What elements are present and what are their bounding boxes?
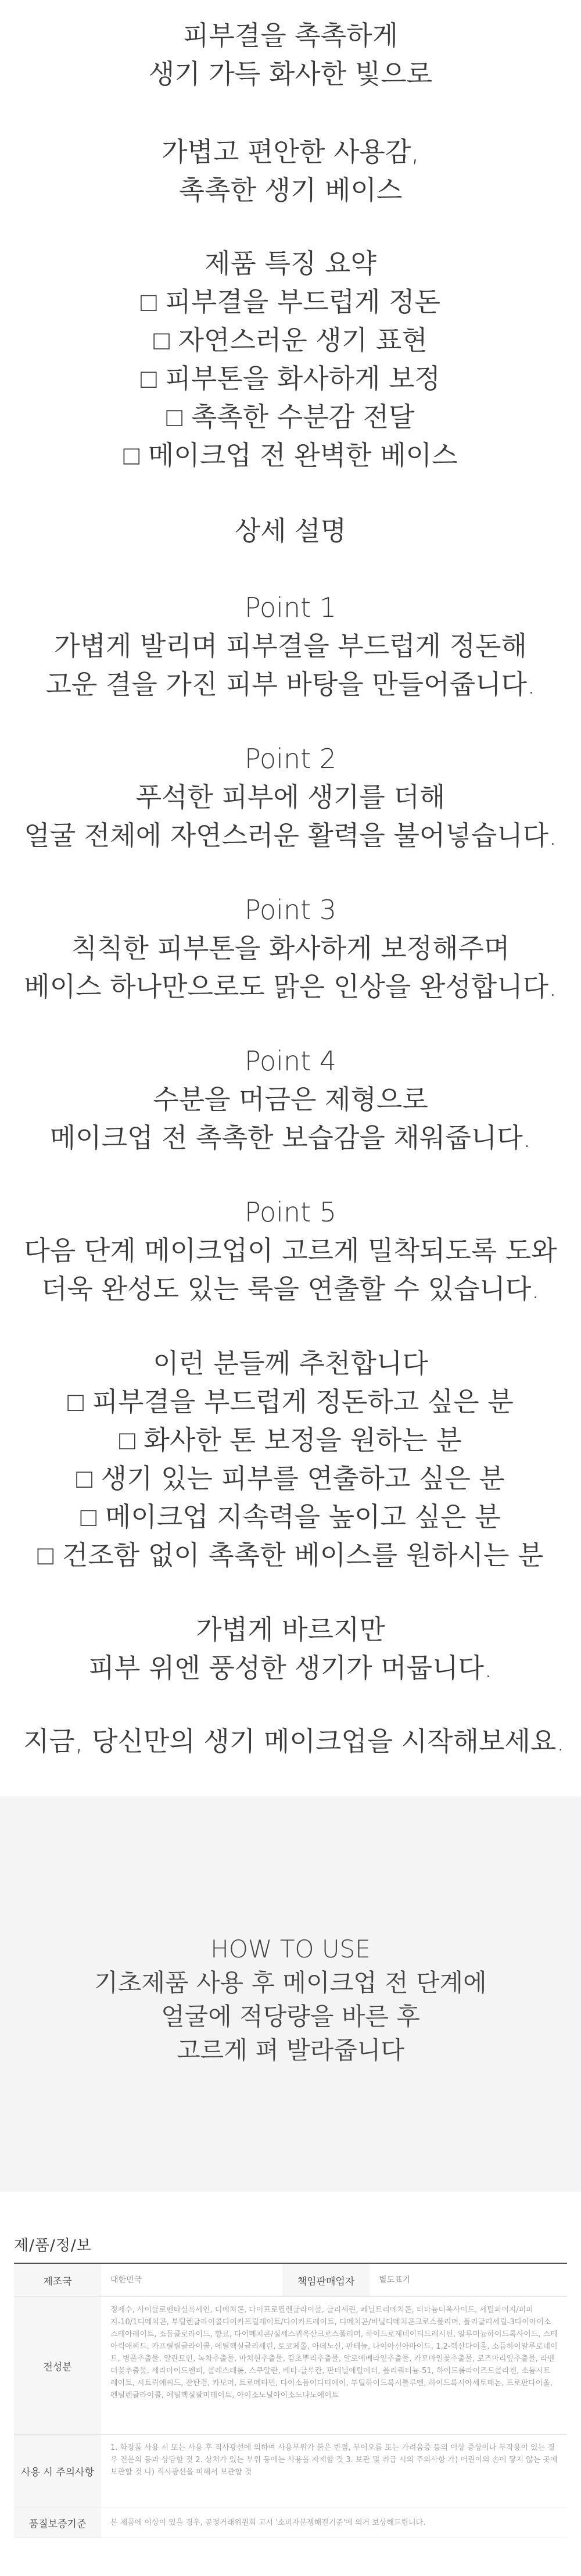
row-label-seller: 책임판매업자: [282, 2264, 370, 2296]
detail-title: [23, 512, 558, 550]
point-block: [23, 891, 558, 1006]
recommend-item: □ 화사한 톤 보정을 원하는 분: [119, 1424, 462, 1456]
feature-item: □ 피부결을 부드럽게 정돈: [140, 286, 440, 317]
subheadline-line: 촉촉한 생기 베이스: [178, 174, 403, 206]
feature-summary: [23, 244, 558, 474]
row-value-seller: 별도표기: [379, 2275, 411, 2285]
how-to-use-section: [0, 1796, 581, 2192]
recommend-title: 이런 분들께 추천합니다: [153, 1348, 428, 1379]
closing-copy: [23, 1610, 558, 1687]
subheadline-line: 가볍고 편안한 사용감,: [162, 136, 419, 167]
point-block: [23, 1042, 558, 1157]
feature-item: □ 자연스러운 생기 표현: [153, 324, 428, 356]
point-line: 푸석한 피부에 생기를 더해: [135, 781, 446, 813]
headline-line: 피부결을 촉촉하게: [182, 20, 399, 51]
table-row: [14, 2297, 567, 2435]
point-line: 더욱 완성도 있는 룩을 연출할 수 있습니다.: [41, 1273, 540, 1305]
point-title: Point 4: [244, 1045, 337, 1077]
recommend-item: □ 건조함 없이 촉촉한 베이스를 원하시는 분: [37, 1539, 544, 1571]
product-info-section: [0, 2192, 581, 2576]
recommend-list: [23, 1344, 558, 1574]
table-row: [14, 2264, 567, 2297]
intro-headline: [23, 16, 558, 93]
row-value-warranty: 본 제품에 이상이 있을 경우, 공정거래위원회 고시 '소비자분쟁해결기준'에 의거 보상해드립니다.: [110, 2518, 426, 2527]
intro-subheadline: [23, 133, 558, 209]
point-title: Point 5: [244, 1196, 337, 1228]
how-to-use-line: 고르게 펴 발라줍니다: [177, 2036, 404, 2064]
how-to-use-line: 기초제품 사용 후 메이크업 전 단계에: [94, 1968, 487, 1997]
recommend-item: □ 메이크업 지속력을 높이고 싶은 분: [80, 1501, 501, 1532]
table-row: [14, 2507, 567, 2538]
point-line: 얼굴 전체에 자연스러운 활력을 불어넣습니다.: [24, 820, 557, 851]
closing-line: 피부 위엔 풍성한 생기가 머뭅니다.: [88, 1652, 493, 1684]
point-line: 베이스 하나만으로도 맑은 인상을 완성합니다.: [24, 971, 557, 1002]
headline-line: 생기 가득 화사한 빛으로: [148, 58, 433, 90]
detail-title-text: 상세 설명: [234, 515, 347, 546]
point-title: Point 3: [244, 894, 337, 926]
point-block: [23, 588, 558, 703]
how-to-use-line: 얼굴에 적당량을 바른 후: [161, 2002, 420, 2031]
point-title: Point 2: [244, 743, 337, 774]
point-block: [23, 739, 558, 855]
point-block: [23, 1193, 558, 1308]
feature-item: □ 피부톤을 화사하게 보정: [140, 363, 440, 394]
how-to-use-title: HOW TO USE: [210, 1935, 371, 1963]
row-label-ingredients: 전성분: [14, 2297, 101, 2434]
table-row: [14, 2435, 567, 2507]
recommend-item: □ 생기 있는 피부를 연출하고 싶은 분: [76, 1463, 505, 1494]
row-label-warranty: 품질보증기준: [14, 2507, 101, 2538]
how-to-use-text: [23, 1932, 558, 2067]
point-line: 다음 단계 메이크업이 고르게 밀착되도록 도와: [24, 1235, 557, 1266]
feature-item: □ 메이크업 전 완벽한 베이스: [123, 440, 458, 471]
row-value-ingredients: 정제수, 사이클로펜타실록세인, 디메치콘, 다이프로필렌글라이콜, 글리세린, 페닐트리메치콘, 티타늄디옥사이드, 세틸피이지/피피지-10/1디메치콘, 부틸렌글라이콜다이카프릴레이트/다이카프레이트, 디메치콘/비닐디메치콘크로스폴리머, 폴리글리세릴-3다이아이소스테아레이트, 소듐클로라이드, 향료, 다이메치콘/실세스퀴옥산크로스폴리머, 하이드로제네이티드레시틴, 알루미늄하이드록사이드, 스테아릭애씨드, 카프릴릴글라이콜, 에틸헥실글리세린, 토코페롤, 아데노신, 판테놀, 나이아신아마이드, 1,2-헥산다이올, 소듐하이알루로네이트, 병풀추출물, 알란토인, 녹차추출물, 마치현추출물, 감초뿌리추출물, 알로에베라잎추출물, 카모마일꽃추출물, 로즈마리잎추출물, 라벤더꽃추출물, 세라마이드엔피, 콜레스테롤, 스쿠알란, 베타-글루칸, 판테닐에틸에터, 폴리쿼터늄-51, 하이드롤라이즈드콜라겐, 소듐시트레이트, 시트릭애씨드, 잔탄검, 카보머, 트로메타민, 다이소듐이디티에이, 부틸하이드록시톨루엔, 하이드록시아세토페논, 프로판다이올, 펜틸렌글라이콜, 에틸헥실팔미테이트, 아이소노닐아이소노나노에이트: [110, 2306, 558, 2400]
row-value-country: 대한민국: [110, 2275, 142, 2285]
cta-line: 지금, 당신만의 생기 메이크업을 시작해보세요.: [23, 1725, 565, 1757]
point-line: 칙칙한 피부톤을 화사하게 보정해주며: [71, 932, 510, 964]
point-title: Point 1: [244, 592, 337, 623]
point-line: 고운 결을 가진 피부 바탕을 만들어줍니다.: [45, 669, 536, 700]
recommend-item: □ 피부결을 부드럽게 정돈하고 싶은 분: [67, 1386, 514, 1417]
product-info-table: [14, 2264, 567, 2538]
cta-copy: [23, 1722, 565, 1760]
feature-item: □ 촉촉한 수분감 전달: [166, 401, 415, 433]
feature-summary-title: 제품 특징 요약: [205, 248, 376, 279]
point-line: 수분을 머금은 제형으로: [153, 1084, 428, 1115]
closing-line: 가볍게 바르지만: [196, 1614, 385, 1645]
product-info-title: 제/품/정/보: [14, 2237, 92, 2255]
point-line: 메이크업 전 촉촉한 보습감을 채워줍니다.: [49, 1122, 532, 1153]
row-label-country: 제조국: [14, 2264, 101, 2296]
row-value-caution: 1. 화장품 사용 시 또는 사용 후 직사광선에 의하여 사용부위가 붉은 반점, 부어오름 또는 가려움증 등의 이상 증상이나 부작용이 있는 경우 전문의 등과 상담할 것 2. 상처가 있는 부위 등에는 사용을 자제할 것 3. 보관 및 취급 시의 주의사항 가) 어린이의 손이 닿지 않는 곳에 보관할 것 나) 직사광선을 피해서 보관할 것: [110, 2443, 558, 2477]
row-label-caution: 사용 시 주의사항: [14, 2435, 101, 2507]
point-line: 가볍게 발리며 피부결을 부드럽게 정돈해: [54, 630, 527, 662]
